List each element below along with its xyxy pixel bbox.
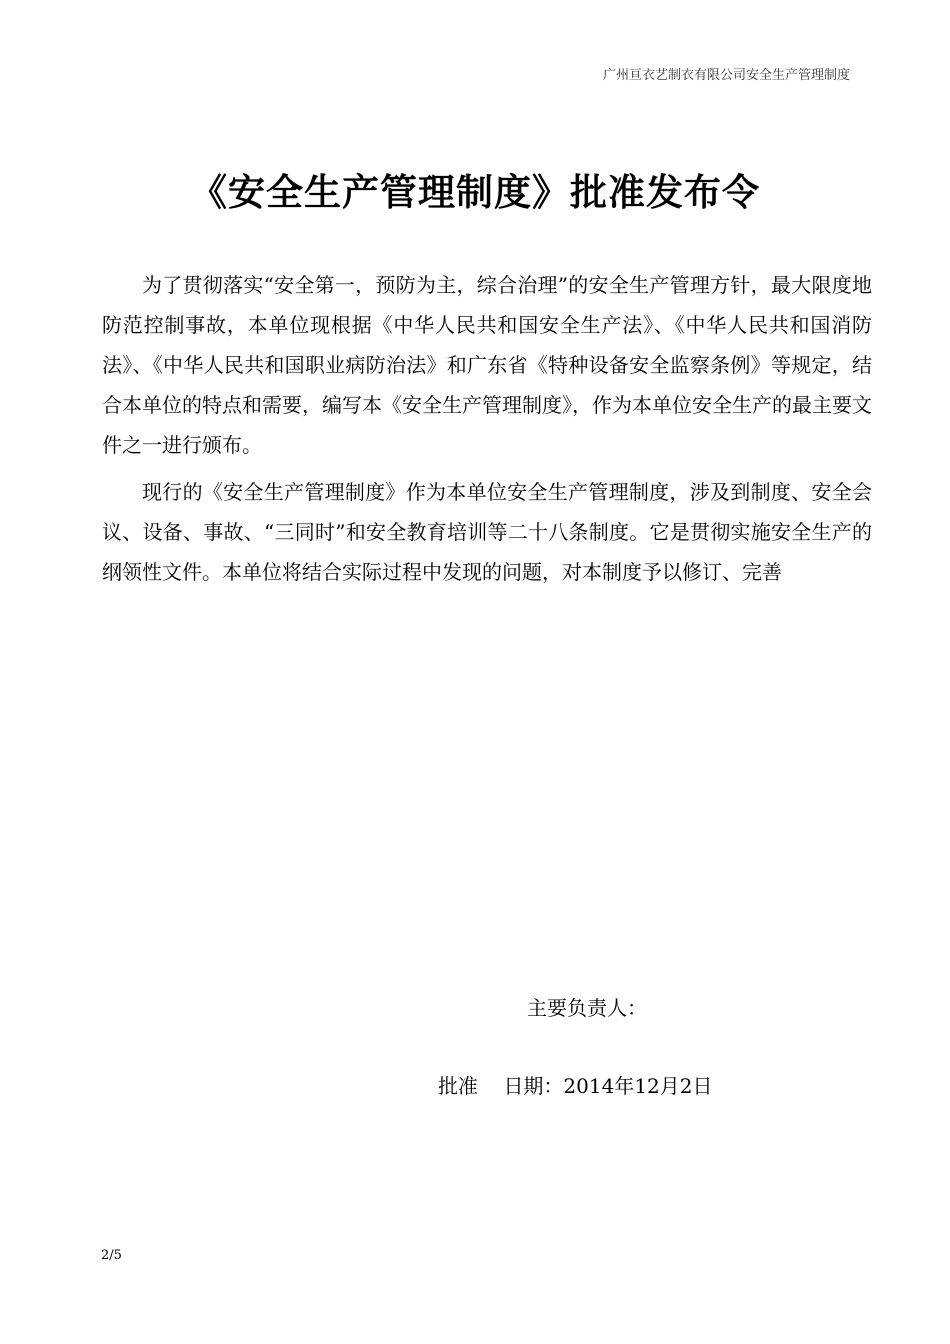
page-header: 广州亘衣艺制衣有限公司安全生产管理制度 (602, 68, 850, 83)
document-title: 《安全生产管理制度》批准发布令 (190, 170, 760, 214)
paragraph-2: 现行的《安全生产管理制度》作为本单位安全生产管理制度，涉及到制度、安全会议、设备、事故、“三同时”和安全教育培训等二十八条制度。它是贯彻实施安全生产的纲领性文件。本单位将结合实际过程中发现的问题，对本制度予以修订、完善 (102, 480, 872, 584)
date-label: 日期：2014年12月2日 (503, 1074, 713, 1098)
document-body (102, 265, 872, 599)
approval-date-line (438, 1070, 713, 1099)
paragraph-1: 为了贯彻落实“安全第一，预防为主，综合治理”的安全生产管理方针，最大限度地防范控制事故，本单位现根据《中华人民共和国安全生产法》、《中华人民共和国消防法》、《中华人民共和国职业病防治法》和广东省《特种设备安全监察条例》等规定，结合本单位的特点和需要，编写本《安全生产管理制度》，作为本单位安全生产的最主要文件之一进行颁布。 (102, 273, 872, 457)
signer-label: 主要负责人： (527, 996, 647, 1020)
page-number: 2/5 (101, 1248, 122, 1263)
approval-label: 批准 (438, 1074, 478, 1098)
